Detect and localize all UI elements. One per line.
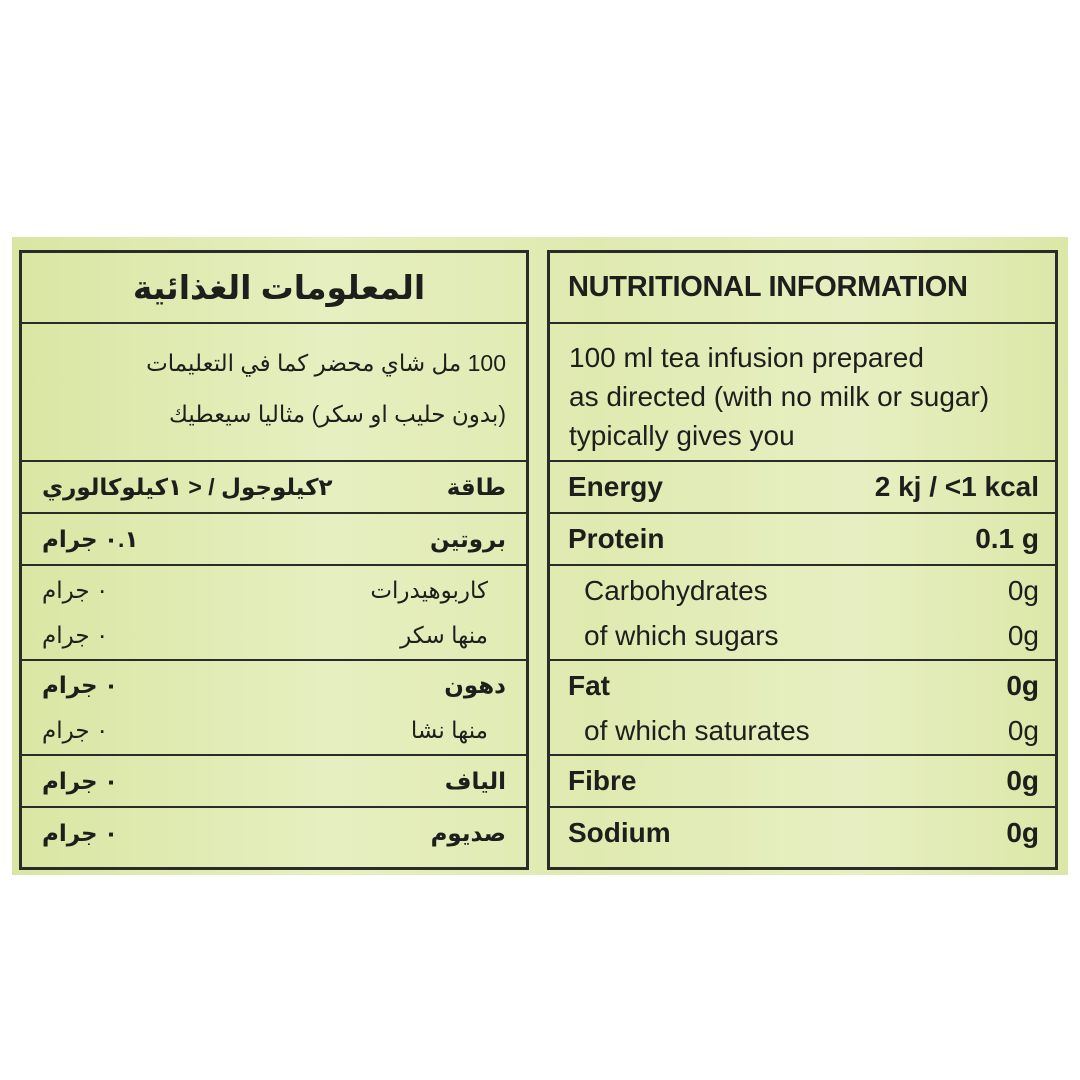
sugars-label: of which sugars [584, 619, 779, 651]
carbohydrates-value: 0g [1007, 574, 1039, 606]
arabic-sodium-label: صديوم [430, 819, 506, 846]
arabic-fat-label: دهون [444, 672, 506, 698]
english-title: NUTRITIONAL INFORMATION [568, 271, 968, 303]
protein-value: 0.1 g [975, 523, 1039, 554]
english-row-carbohydrates [550, 566, 1055, 661]
english-nutrition-table [547, 250, 1058, 870]
carbohydrates-label: Carbohydrates [584, 574, 768, 606]
english-row-energy [550, 462, 1055, 514]
english-intro [550, 324, 1055, 462]
english-intro-line: 100 ml tea infusion prepared [569, 342, 924, 373]
arabic-row-carbohydrates [22, 566, 526, 661]
arabic-header [22, 253, 526, 324]
english-row-fibre [550, 756, 1055, 808]
arabic-sugars-value: ٠ جرام [42, 622, 109, 648]
arabic-carbohydrates-label: كاربوهيدرات [370, 577, 488, 603]
arabic-protein-label: بروتين [430, 525, 506, 552]
sugars-value: 0g [1007, 619, 1039, 651]
arabic-starch-value: ٠ جرام [42, 717, 109, 743]
arabic-nutrition-table [19, 250, 529, 870]
fibre-label: Fibre [568, 765, 637, 796]
english-row-fat [550, 661, 1055, 756]
english-row-sodium [550, 808, 1055, 860]
arabic-carbohydrates-value: ٠ جرام [42, 577, 109, 603]
arabic-energy-value: ٢كيلوجول / < ١كيلوكالوري [42, 473, 333, 500]
arabic-starch-label: منها نشا [410, 717, 488, 743]
arabic-row-sodium [22, 808, 526, 860]
arabic-row-fat [22, 661, 526, 756]
energy-label: Energy [568, 471, 663, 502]
arabic-fibre-value: ٠ جرام [42, 767, 119, 794]
arabic-row-fibre [22, 756, 526, 808]
arabic-row-energy [22, 462, 526, 514]
arabic-intro-line: (بدون حليب او سكر) مثاليا سيعطيك [169, 401, 506, 427]
arabic-intro-line: 100 مل شاي محضر كما في التعليمات [146, 350, 506, 376]
arabic-energy-label: طاقة [446, 473, 506, 500]
arabic-title: المعلومات الغذائية [132, 269, 426, 306]
sodium-value: 0g [1006, 817, 1039, 848]
english-intro-line: as directed (with no milk or sugar) [569, 381, 990, 412]
english-row-protein [550, 514, 1055, 566]
arabic-fibre-label: الياف [444, 767, 506, 794]
fibre-value: 0g [1006, 765, 1039, 796]
english-header [550, 253, 1055, 324]
arabic-fat-value: ٠ جرام [42, 672, 119, 698]
fat-label: Fat [568, 669, 610, 701]
arabic-sugars-label: منها سكر [400, 622, 488, 648]
saturates-value: 0g [1007, 714, 1039, 746]
english-intro-line: typically gives you [569, 420, 795, 451]
arabic-row-protein [22, 514, 526, 566]
fat-value: 0g [1006, 669, 1039, 701]
arabic-sodium-value: ٠ جرام [42, 819, 119, 846]
energy-value: 2 kj / <1 kcal [874, 471, 1039, 502]
arabic-intro [22, 324, 526, 462]
sodium-label: Sodium [568, 817, 671, 848]
arabic-protein-value: ٠.١ جرام [42, 525, 139, 552]
saturates-label: of which saturates [584, 714, 810, 746]
protein-label: Protein [568, 523, 665, 554]
